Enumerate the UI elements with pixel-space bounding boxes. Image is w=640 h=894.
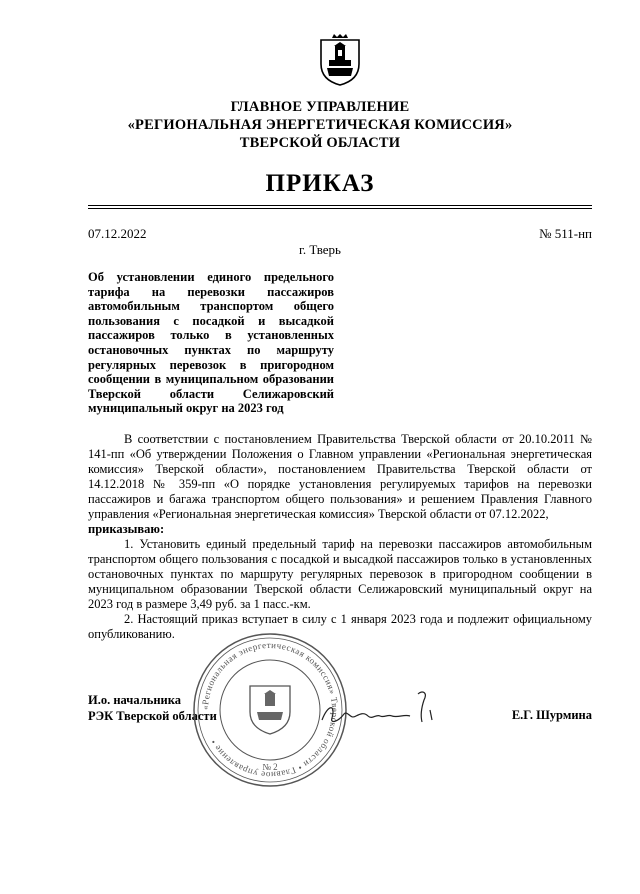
handwritten-signature-icon — [318, 684, 438, 734]
tver-coat-of-arms-icon — [318, 34, 362, 86]
header-line-1: ГЛАВНОЕ УПРАВЛЕНИЕ — [230, 99, 410, 115]
header-divider-top — [88, 205, 592, 206]
subject-line: автомобильным транспортом общего — [88, 299, 334, 314]
document-date: 07.12.2022 — [88, 226, 147, 241]
signatory-title-line-1: И.о. начальника — [88, 693, 181, 707]
subject-line: остановочных пунктах по маршруту — [88, 342, 334, 357]
order-item: 2. Настоящий приказ вступает в силу с 1 января 2023 года и подлежит официальному опубликованию. — [88, 612, 592, 641]
subject-line: сообщении в муниципальном образовании — [88, 372, 334, 387]
header-line-3: ТВЕРСКОЙ ОБЛАСТИ — [239, 135, 401, 151]
document-subject — [88, 270, 334, 416]
subject-line: регулярных перевозок в пригородном — [88, 357, 334, 372]
subject-line: пассажиров только в установленных — [88, 328, 334, 343]
subject-line: тарифа на перевозки пассажиров — [88, 284, 334, 299]
seal-emblem-icon — [250, 686, 290, 734]
subject-line: муниципальный округ на 2023 год — [88, 401, 284, 416]
header-divider-bottom — [88, 208, 592, 209]
seal-number: № 2 — [262, 762, 278, 772]
order-item: 1. Установить единый предельный тариф на перевозки пассажиров автомобильным транспортом общего пользования с посадкой и высадкой пассажиров только в установленных остановочных пунктах по маршруту регулярных перевозок в пригородном сообщении в муниципальном образовании Тверской области Селижаровский муниципальный округ на 2023 год в размере 3,49 руб. за 1 пасс.-км. — [88, 537, 592, 611]
header-line-2: «РЕГИОНАЛЬНАЯ ЭНЕРГЕТИЧЕСКАЯ КОМИССИЯ» — [127, 117, 513, 133]
preamble-paragraph: В соответствии с постановлением Правительства Тверской области от 20.10.2011 № 141-пп «Об утверждении Положения о Главном управлении «Региональная энергетическая комиссия» Тверской области», постановлением Правительства Тверской области от 14.12.2018 № 359-пп «О порядке установления регулируемых тарифов на перевозки пассажиров и багажа транспортом общего пользования» и решением Правления Главного управления «Региональная энергетическая комиссия» Тверской области от 07.12.2022, — [88, 432, 592, 521]
document-body — [88, 432, 592, 642]
document-type-title: ПРИКАЗ — [265, 170, 375, 197]
order-word: приказываю: — [88, 522, 165, 536]
subject-line: Об установлении единого предельного — [88, 270, 334, 284]
signatory-title-line-2: РЭК Тверской области — [88, 709, 217, 723]
subject-line: пользования с посадкой и высадкой — [88, 313, 334, 328]
subject-line: Тверской области Селижаровский — [88, 386, 334, 401]
seal-text: «Региональная энергетическая комиссия» Тверской области • Главное управление • — [199, 639, 341, 781]
document-number: № 511-нп — [539, 226, 592, 241]
issuer-header — [0, 98, 640, 152]
signatory-name: Е.Г. Шурмина — [511, 708, 592, 722]
document-city: г. Тверь — [299, 242, 341, 257]
